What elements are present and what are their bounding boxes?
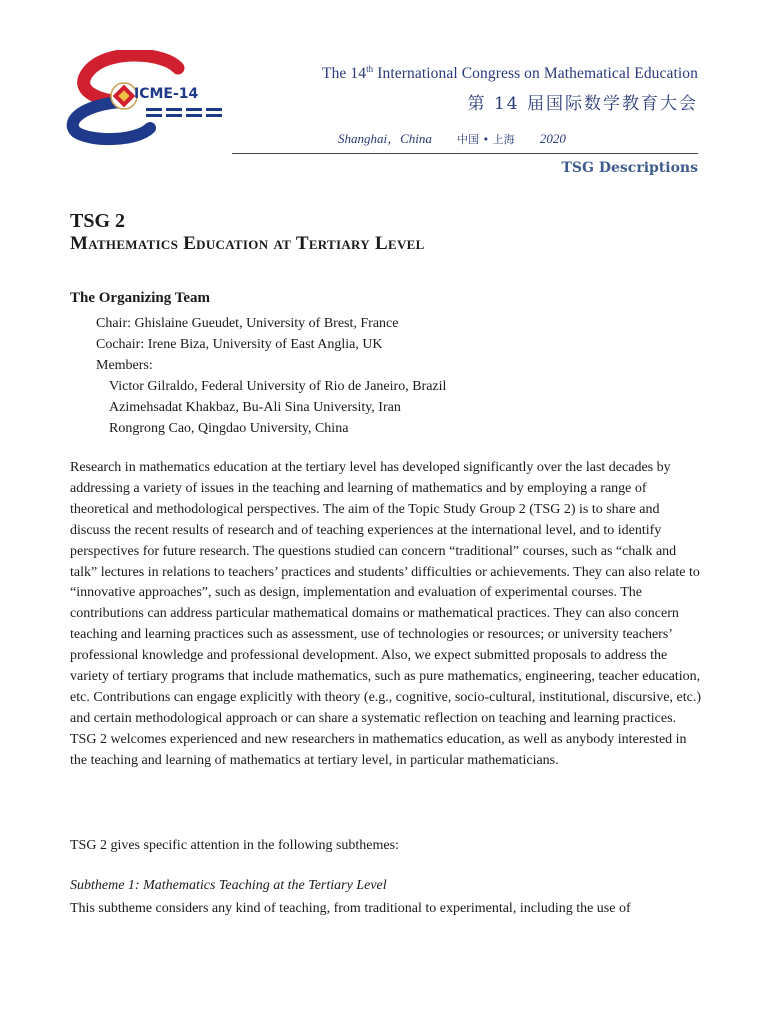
logo-text: ICME-14	[134, 86, 199, 102]
congress-name-en: The 14th International Congress on Mathematical Education	[322, 64, 698, 83]
subtheme-1-text: This subtheme considers any kind of teaching, from traditional to experimental, including the use of	[70, 901, 631, 916]
team-member: Azimehsadat Khakbaz, Bu-Ali Sina University, Iran	[109, 400, 401, 415]
subtheme-1-title: Subtheme 1: Mathematics Teaching at the Tertiary Level	[70, 878, 387, 893]
location-en: Shanghai，China	[338, 131, 432, 146]
team-member: Rongrong Cao, Qingdao University, China	[109, 421, 349, 436]
congress-name-zh: 第 14 届国际数学教育大会	[467, 94, 698, 115]
team-members-label: Members:	[96, 358, 153, 373]
location-zh: 中国 • 上海	[457, 133, 515, 146]
congress-year: 2020	[539, 131, 566, 146]
team-chair: Chair: Ghislaine Gueudet, University of Brest, France	[96, 316, 399, 331]
team-member: Victor Gilraldo, Federal University of Rio de Janeiro, Brazil	[109, 379, 447, 394]
congress-header	[322, 64, 698, 114]
subthemes-intro: TSG 2 gives specific attention in the following subthemes:	[70, 838, 399, 853]
team-list	[96, 313, 446, 439]
tsg-title: Mathematics Education at Tertiary Level	[70, 233, 425, 254]
icme-14-logo	[66, 50, 231, 146]
location-line	[338, 128, 588, 147]
description-paragraph: Research in mathematics education at the tertiary level has developed significantly over the last decades by addressing a variety of issues in the teaching and learning of mathematics and by employing a range of theoretical and methodological perspectives. The aim of the Topic Study Group 2 (TSG 2) is to share and discuss the recent results of research and of teaching experiences at the international level, and to identify perspectives for future research. The questions studied can concern “traditional” courses, such as “chalk and talk” lectures in relations to teachers’ practices and students’ difficulties or achievements. They can also relate to “innovative approaches”, such as design, implementation and evaluation of experimental courses. The contributions can address particular mathematical domains or mathematical practices. They can also concern teaching and learning practices such as assessment, use of technologies or resources; or university teachers’ professional knowledge and professional development. Also, we expect submitted proposals to address the variety of tertiary programs that include mathematics, such as pure mathematics, engineering, teacher education, etc. Contributions can engage explicitly with theory (e.g., cognitive, socio-cultural, institutional, discursive, etc.) and certain methodological approach or can share a systematic reflection on teaching and learning practices. TSG 2 welcomes experienced and new researchers in mathematics education, as well as anybody interested in the teaching and learning of mathematics at tertiary level, in particular mathematicians.	[70, 460, 702, 768]
tsg-number: TSG 2	[70, 210, 126, 232]
team-cochair: Cochair: Irene Biza, University of East Anglia, UK	[96, 337, 383, 352]
header-divider	[232, 153, 698, 154]
team-heading: The Organizing Team	[70, 290, 211, 306]
section-label: TSG Descriptions	[561, 160, 698, 176]
